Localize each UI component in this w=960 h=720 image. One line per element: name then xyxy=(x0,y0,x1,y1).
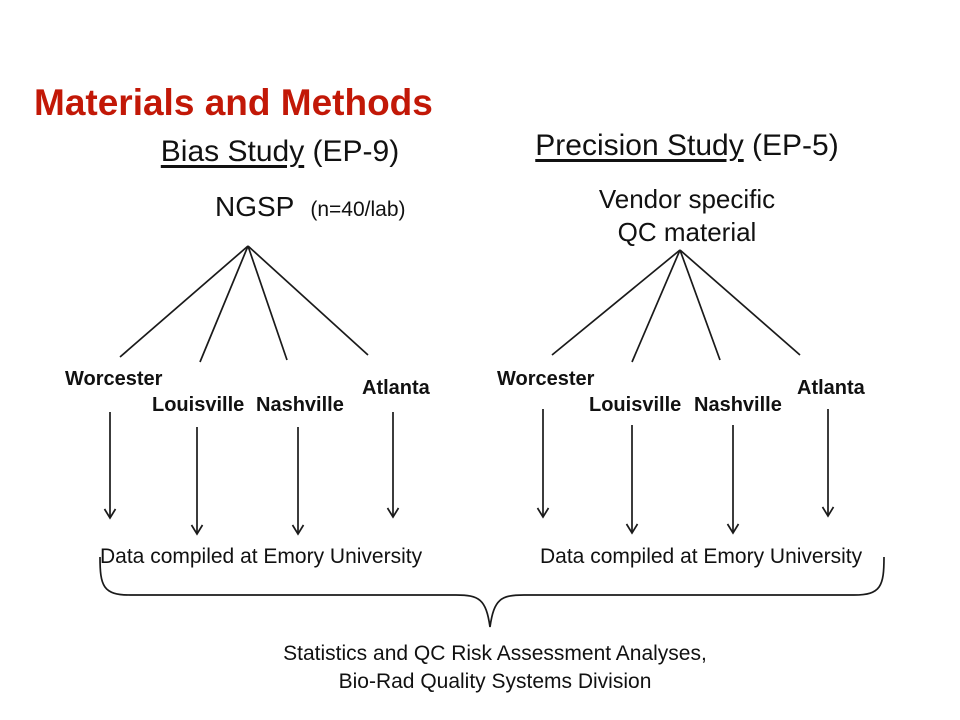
precision-down-arrows xyxy=(538,409,834,533)
slide-title: Materials and Methods xyxy=(34,82,433,123)
precision-site-worcester: Worcester xyxy=(497,368,595,390)
bias-study-heading xyxy=(60,135,500,169)
precision-site-atlanta: Atlanta xyxy=(797,377,865,399)
precision-source xyxy=(480,183,894,249)
precision-result-label: Data compiled at Emory University xyxy=(540,545,863,568)
bias-study-heading-underlined: Bias Study xyxy=(160,135,305,168)
precision-study-heading xyxy=(480,129,894,163)
precision-fan-lines xyxy=(552,250,800,362)
bias-site-atlanta: Atlanta xyxy=(362,377,430,399)
precision-site-nashville: Nashville xyxy=(694,394,782,416)
footer-note-line2: Bio-Rad Quality Systems Division xyxy=(338,670,652,693)
precision-study-heading-underlined: Precision Study xyxy=(535,129,744,162)
footer-note-line1: Statistics and QC Risk Assessment Analyses, xyxy=(283,642,707,665)
bias-study-heading-suffix: (EP-9) xyxy=(304,135,400,168)
bias-result-label: Data compiled at Emory University xyxy=(100,545,423,568)
bias-source xyxy=(215,191,406,223)
precision-site-louisville: Louisville xyxy=(589,394,682,416)
footer-note xyxy=(30,640,960,696)
bias-source-name: NGSP xyxy=(215,191,295,222)
precision-study-heading-suffix: (EP-5) xyxy=(743,129,839,162)
precision-source-line1: Vendor specific xyxy=(598,184,776,214)
bias-site-worcester: Worcester xyxy=(65,368,163,390)
bias-down-arrows xyxy=(105,412,399,534)
bias-site-louisville: Louisville xyxy=(152,394,245,416)
bias-site-nashville: Nashville xyxy=(256,394,344,416)
bias-source-note: (n=40/lab) xyxy=(310,198,406,221)
precision-source-line2: QC material xyxy=(617,217,757,247)
bias-fan-lines xyxy=(120,246,368,362)
